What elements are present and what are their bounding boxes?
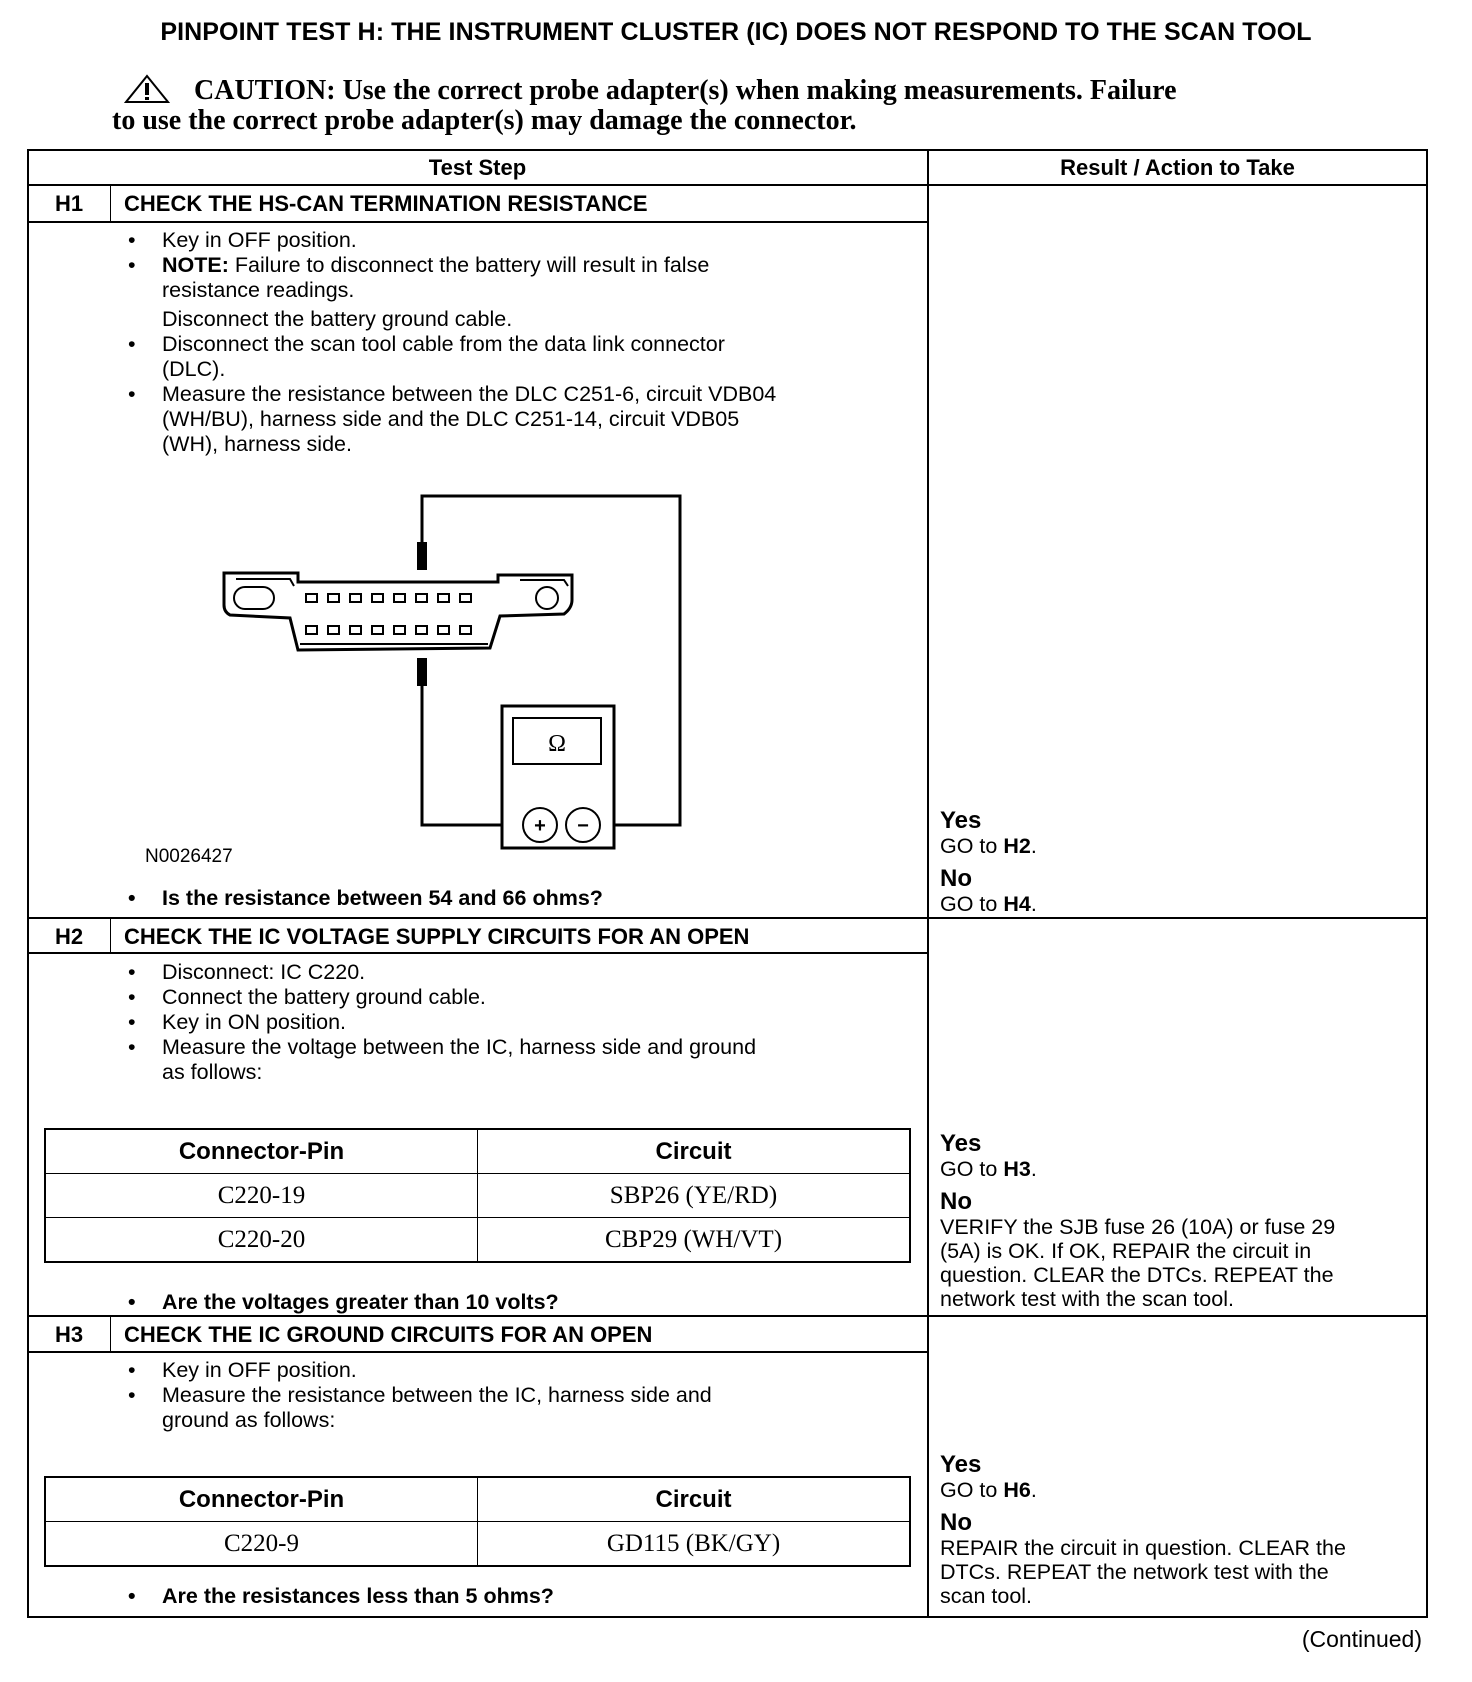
result-no-action: GO to H4. (940, 892, 1037, 916)
header-bottom-border (27, 184, 1428, 186)
step-instructions (124, 960, 756, 1085)
result-yes-action: GO to H6. (940, 1478, 1037, 1502)
probe-bottom (417, 658, 427, 686)
table-top-border (27, 149, 1428, 151)
connector-pins (306, 594, 471, 634)
step-heading: CHECK THE HS-CAN TERMINATION RESISTANCE (124, 191, 648, 216)
h2-num-divider (110, 917, 111, 953)
plus-sign: + (534, 815, 546, 837)
result-no-line: REPAIR the circuit in question. CLEAR the (940, 1536, 1346, 1560)
step-question: • Are the resistances less than 5 ohms? (128, 1584, 554, 1608)
header-result: Result / Action to Take (1060, 155, 1295, 180)
h3-top-border (27, 1315, 1428, 1317)
goto-h3-link[interactable]: H3 (1003, 1157, 1031, 1181)
warning-triangle-icon (124, 74, 170, 104)
caution-label: CAUTION: (194, 75, 336, 106)
result-yes-label: Yes (940, 807, 982, 834)
col-circuit: Circuit (478, 1129, 911, 1174)
result-no-label: No (940, 865, 972, 892)
result-yes-label: Yes (940, 1130, 982, 1157)
continued-label: (Continued) (1301, 1626, 1422, 1652)
goto-h4-link[interactable]: H4 (1003, 892, 1031, 916)
dlc-resistance-diagram (200, 480, 720, 870)
step-number: H2 (54, 924, 84, 949)
cell-connector-pin: C220-20 (45, 1218, 478, 1263)
result-yes-action: GO to H2. (940, 834, 1037, 858)
cell-connector-pin: C220-9 (45, 1522, 478, 1567)
caution-note (112, 76, 1362, 136)
goto-h6-link[interactable]: H6 (1003, 1478, 1031, 1502)
step-instructions (124, 228, 776, 457)
cell-circuit: SBP26 (YE/RD) (478, 1174, 911, 1218)
instruction-item: • Key in ON position. (128, 1010, 347, 1034)
instruction-item: • Measure the resistance between the IC, harness side and ground as follows: (128, 1383, 712, 1432)
step-heading: CHECK THE IC VOLTAGE SUPPLY CIRCUITS FOR AN OPEN (124, 924, 750, 949)
result-no-line: (5A) is OK. If OK, REPAIR the circuit in (940, 1239, 1312, 1263)
instruction-item: • Key in OFF position. (128, 1358, 357, 1382)
result-no-line: DTCs. REPEAT the network test with the (940, 1560, 1329, 1584)
pin-table (44, 1128, 911, 1263)
column-divider (927, 149, 929, 1618)
result-no-line: network test with the scan tool. (940, 1287, 1234, 1311)
step-number: H1 (54, 191, 84, 216)
result-no-line: question. CLEAR the DTCs. REPEAT the (940, 1263, 1334, 1287)
figure-id: N0026427 (145, 846, 233, 867)
instruction-item: • Key in OFF position. (128, 228, 357, 252)
step-result (940, 1131, 1426, 1311)
dlc-connector (224, 573, 572, 650)
page-title: PINPOINT TEST H: THE INSTRUMENT CLUSTER (IC) DOES NOT RESPOND TO THE SCAN TOOL (160, 18, 1312, 46)
step-question: • Is the resistance between 54 and 66 ohms? (128, 886, 603, 910)
step-question: • Are the voltages greater than 10 volts? (128, 1290, 559, 1314)
instruction-item: • Measure the voltage between the IC, harness side and ground as follows: (128, 1035, 757, 1084)
result-no-label: No (940, 1509, 972, 1536)
cell-connector-pin: C220-19 (45, 1174, 478, 1218)
instruction-item: Disconnect the battery ground cable. (162, 307, 513, 331)
h1-num-divider (110, 184, 111, 222)
result-yes-action: GO to H3. (940, 1157, 1037, 1181)
instruction-item: • Disconnect: IC C220. (128, 960, 366, 984)
caution-text-1: Use the correct probe adapter(s) when making measurements. Failure (335, 75, 1177, 106)
result-no-label: No (940, 1188, 972, 1215)
cell-circuit: CBP29 (WH/VT) (478, 1218, 911, 1263)
step-instructions (124, 1358, 712, 1433)
minus-sign: − (577, 815, 589, 837)
probe-top (417, 542, 427, 570)
instruction-item: • Disconnect the scan tool cable from the data link connector (DLC). (128, 332, 725, 381)
instruction-item: • Measure the resistance between the DLC C251-6, circuit VDB04 (WH/BU), harness side and the DLC C251-14, circuit VDB05 (WH), harness side. (128, 382, 777, 456)
ohm-symbol: Ω (548, 731, 566, 757)
table-right-border (1426, 149, 1428, 1618)
table-row (45, 1174, 910, 1218)
ohmmeter (502, 706, 614, 848)
step-number: H3 (54, 1322, 84, 1347)
table-row (45, 1218, 910, 1263)
result-no-line: scan tool. (940, 1584, 1033, 1608)
caution-text-2: to use the correct probe adapter(s) may damage the connector. (112, 105, 857, 136)
col-circuit: Circuit (478, 1477, 911, 1522)
col-connector-pin: Connector-Pin (45, 1477, 478, 1522)
h2-top-border (27, 917, 1428, 919)
result-no-line: VERIFY the SJB fuse 26 (10A) or fuse 29 (940, 1215, 1336, 1239)
h1-header-bottom (27, 221, 929, 223)
h3-header-bottom (27, 1351, 929, 1353)
caution-line-1 (112, 76, 1362, 106)
table-bottom-border (27, 1616, 1428, 1618)
step-heading: CHECK THE IC GROUND CIRCUITS FOR AN OPEN (124, 1322, 653, 1347)
col-connector-pin: Connector-Pin (45, 1129, 478, 1174)
header-test-step: Test Step (428, 155, 527, 180)
table-left-border (27, 149, 29, 1618)
h3-num-divider (110, 1315, 111, 1352)
pin-table (44, 1476, 911, 1567)
pin-table-header (45, 1477, 910, 1522)
table-row (45, 1522, 910, 1567)
instruction-item: • NOTE: Failure to disconnect the battery will result in false resistance readings. (128, 253, 710, 302)
h2-header-bottom (27, 952, 929, 954)
instruction-item: • Connect the battery ground cable. (128, 985, 486, 1009)
step-result (940, 808, 1426, 916)
step-result (940, 1452, 1426, 1608)
cell-circuit: GD115 (BK/GY) (478, 1522, 911, 1567)
goto-h2-link[interactable]: H2 (1003, 834, 1031, 858)
pin-table-header (45, 1129, 910, 1174)
result-yes-label: Yes (940, 1451, 982, 1478)
